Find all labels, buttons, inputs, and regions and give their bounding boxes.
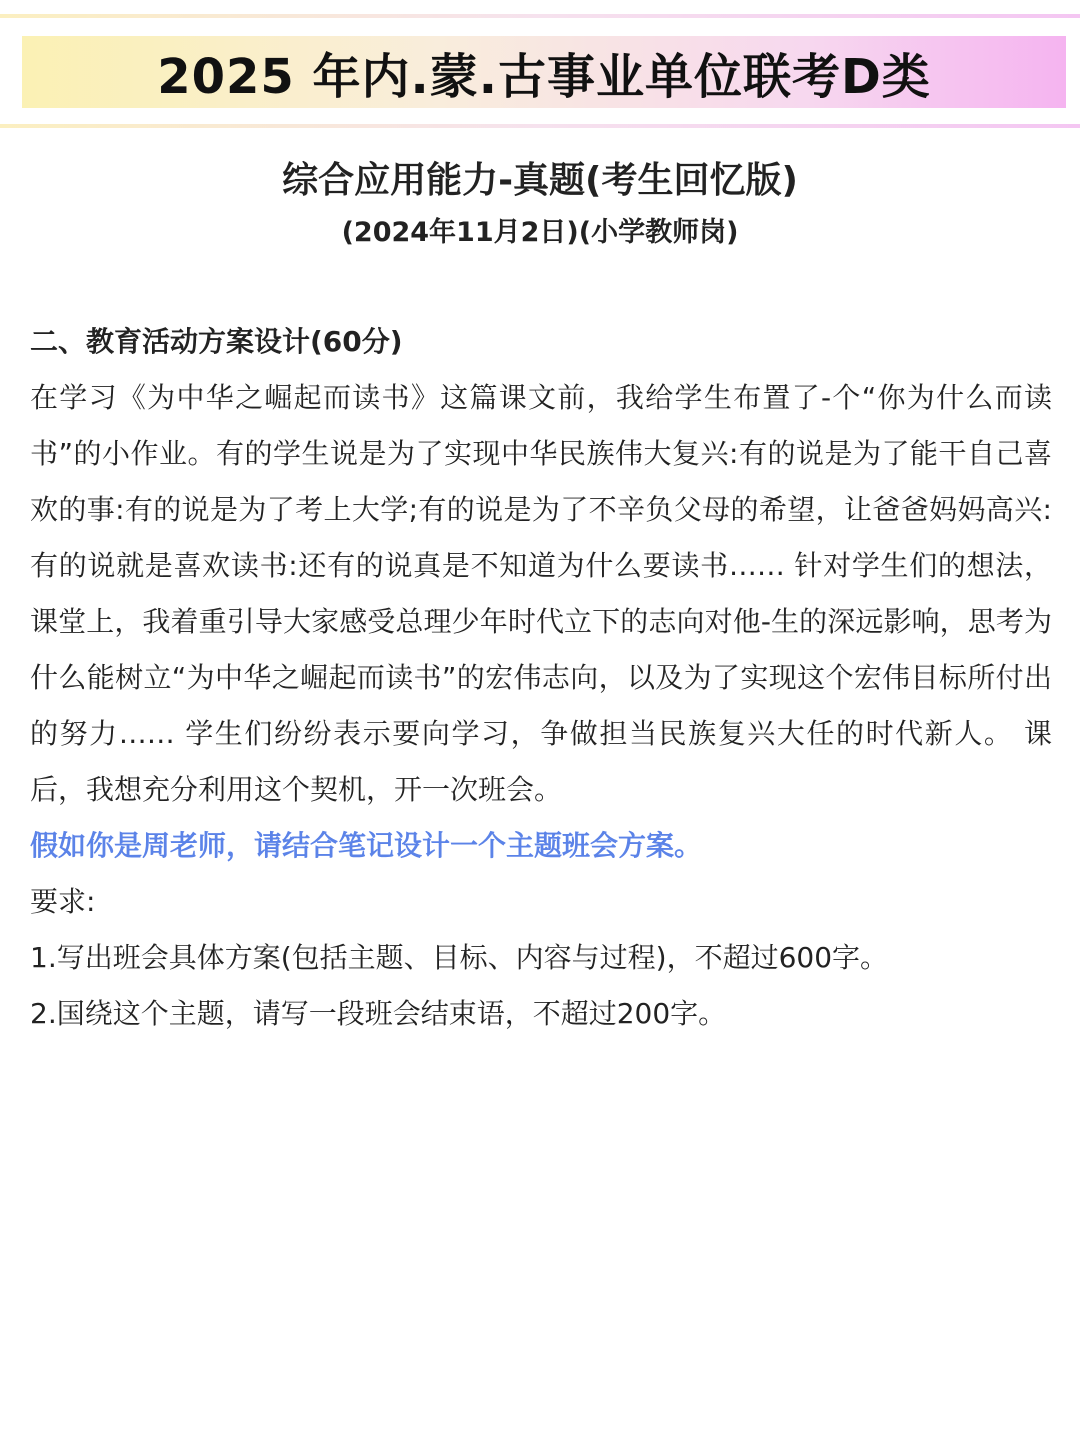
subtitle: 综合应用能力-真题(考生回忆版) (282, 160, 798, 201)
top-divider (0, 14, 1080, 18)
task-statement: 假如你是周老师，请结合笔记设计一个主题班会方案。 (30, 829, 703, 862)
requirements-label: 要求: (30, 885, 96, 918)
bottom-divider (0, 124, 1080, 128)
requirement-item: 1.写出班会具体方案(包括主题、目标、内容与过程)，不超过600字。 (30, 941, 889, 974)
requirement-item: 2.国绕这个主题，请写一段班会结束语，不超过200字。 (30, 997, 727, 1030)
title-banner (22, 36, 1066, 108)
page-title: 2025 年内.蒙.古事业单位联考D类 (157, 48, 931, 105)
question-paragraph: 在学习《为中华之崛起而读书》这篇课文前，我给学生布置了-个“你为什么而读书”的小作业。有的学生说是为了实现中华民族伟大复兴:有的说是为了能干自己喜欢的事:有的说是为了考上大学;有的说是为了不辛负父母的希望，让爸爸妈妈高兴:有的说就是喜欢读书:还有的说真是不知道为什么要读书…… 针对学生们的想法，课堂上，我着重引导大家感受总理少年时代立下的志向对他-生的深远影响，思考为什么能树立“为中华之崛起而读书”的宏伟志向，以及为了实现这个宏伟目标所付出的努力…… 学生们纷纷表示要向学习，争做担当民族复兴大任的时代新人。 课后，我想充分利用这个契机，开一次班会。 (30, 381, 1052, 806)
section-heading: 二、教育活动方案设计(60分) (30, 325, 403, 358)
question-content (30, 314, 1052, 1042)
date-line: (2024年11月2日)(小学教师岗) (341, 217, 739, 248)
